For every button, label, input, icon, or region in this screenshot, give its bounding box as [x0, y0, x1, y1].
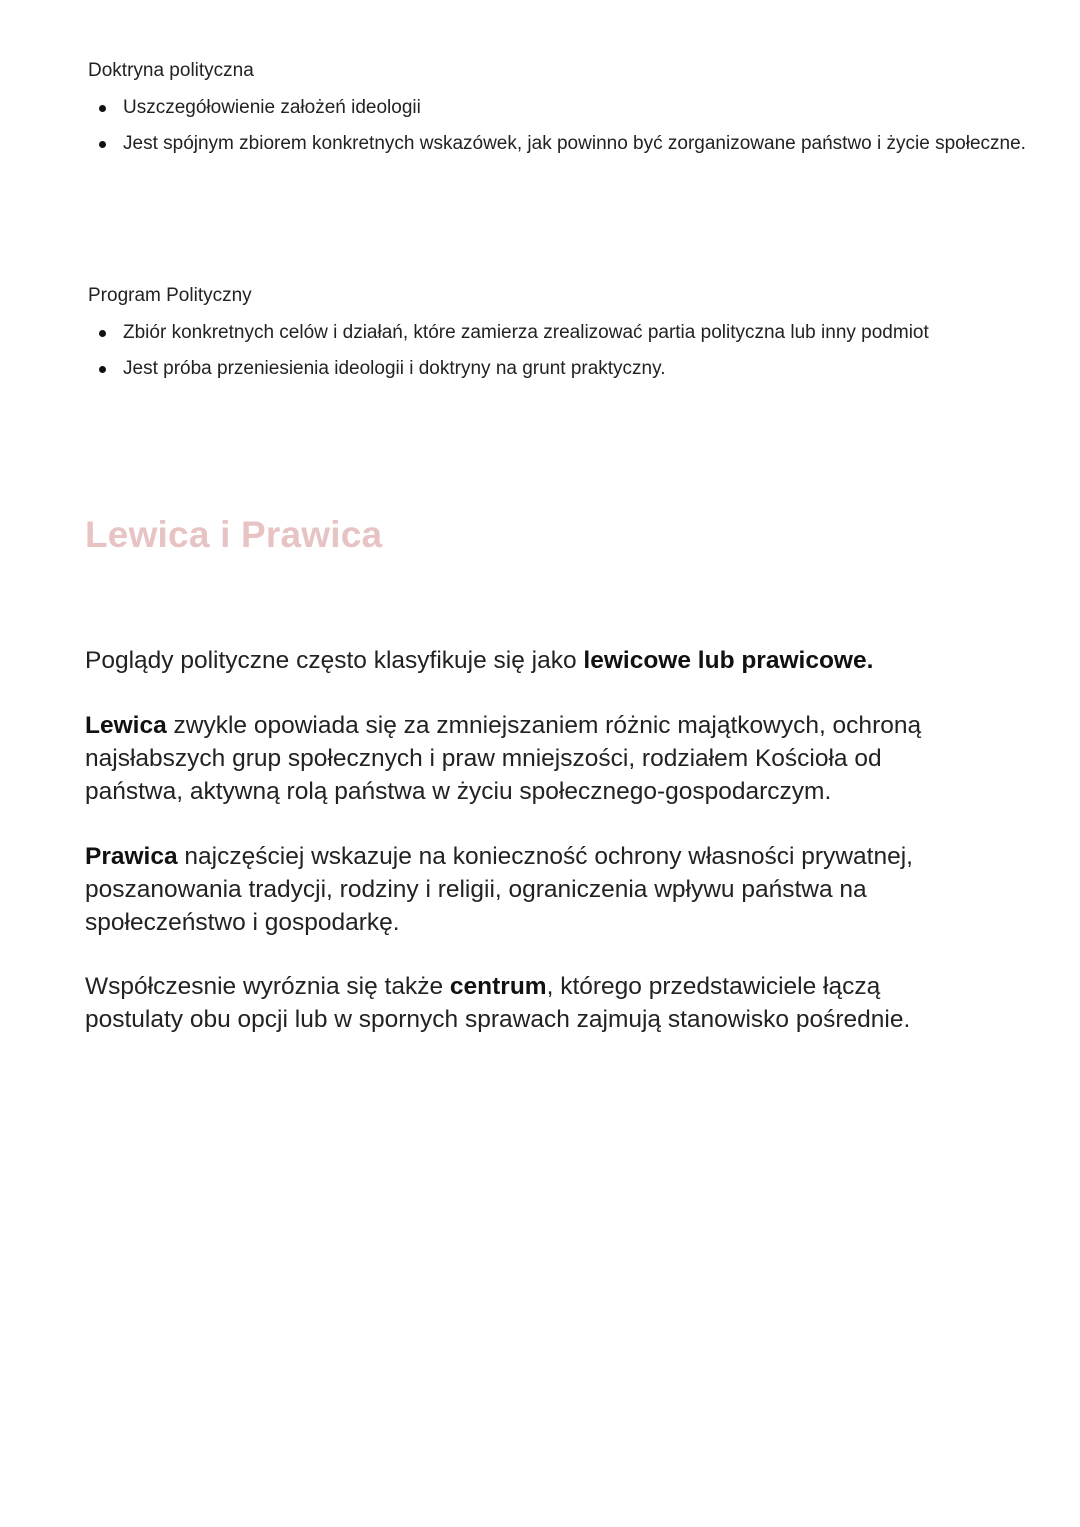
section-doktryna-title: Doktryna polityczna: [88, 60, 254, 81]
doktryna-list: [88, 90, 1073, 162]
bold-text: Prawica: [85, 843, 178, 870]
list-item: Jest próba przeniesienia ideologii i doktryny na grunt praktyczny.: [123, 351, 1073, 387]
section-program-title: Program Polityczny: [88, 285, 252, 306]
list-item: Zbiór konkretnych celów i działań, które zamierza zrealizować partia polityczna lub inny podmiot: [123, 315, 1073, 351]
program-list: [88, 315, 1073, 387]
list-item: Uszczegółowienie założeń ideologii: [123, 90, 1073, 126]
bold-text: centrum: [449, 973, 547, 1000]
bold-text: Lewica: [85, 712, 167, 739]
list-item: Jest spójnym zbiorem konkretnych wskazówek, jak powinno być zorganizowane państwo i życie społeczne.: [123, 126, 1073, 162]
section-heading: Lewica i Prawica: [85, 514, 383, 555]
text: , którego przedstawiciele łączą postulaty obu opcji lub w spornych sprawach zajmują stanowisko pośrednie.: [85, 973, 911, 1033]
paragraph-prawica: [85, 840, 985, 939]
paragraph-lewica: [85, 709, 985, 808]
paragraph-intro: [85, 644, 985, 677]
bold-text: lewicowe lub prawicowe.: [583, 647, 874, 674]
text: Współczesnie wyróznia się także: [85, 973, 450, 1000]
text: Poglądy polityczne często klasyfikuje się jako: [85, 647, 584, 674]
paragraph-centrum: [85, 970, 985, 1036]
text: najczęściej wskazuje na konieczność ochrony własności prywatnej, poszanowania tradycji, rodziny i religii, ograniczenia wpływu państwa na społeczeństwo i gospodarkę.: [85, 843, 913, 936]
text: zwykle opowiada się za zmniejszaniem różnic majątkowych, ochroną najsłabszych grup społecznych i praw mniejszości, rodziałem Kościoła od państwa, aktywną rolą państwa w życiu społecznego-gospodarczym.: [85, 712, 922, 805]
